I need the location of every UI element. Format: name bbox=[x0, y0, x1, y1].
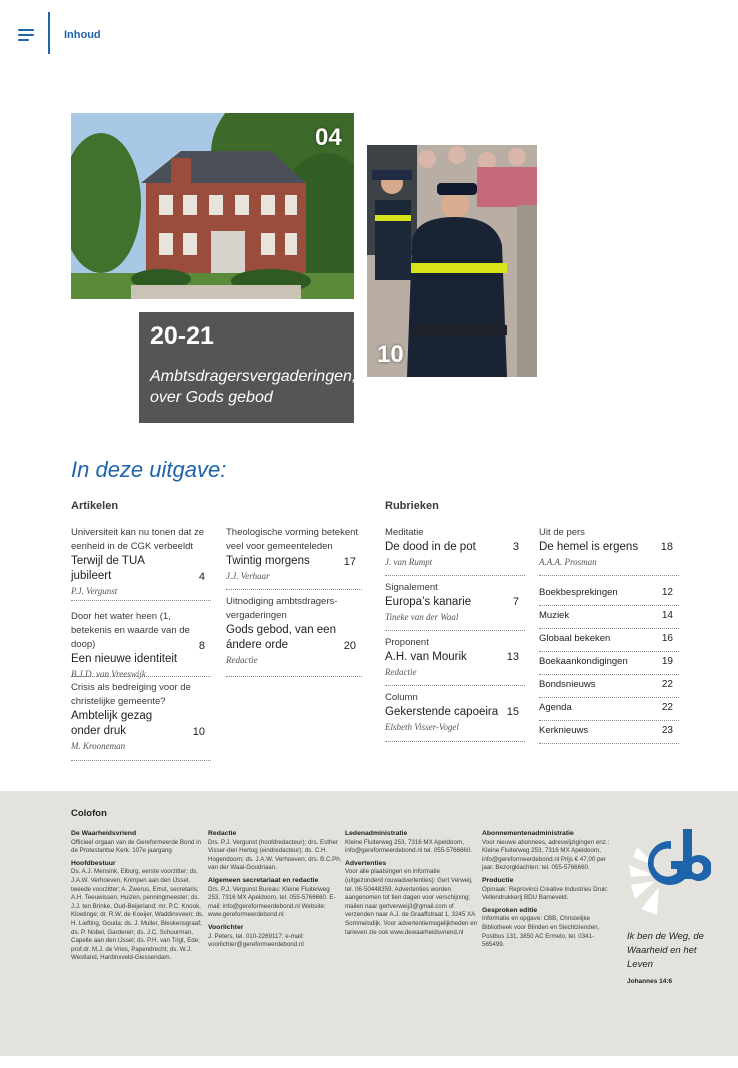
rubric-author: J. van Rumpt bbox=[385, 557, 433, 567]
rubric-page: 22 bbox=[661, 702, 673, 713]
article-author: B.J.D. van Vreeswijk bbox=[71, 669, 146, 679]
house-illustration bbox=[71, 113, 354, 299]
highlight-title: Ambtsdragersvergaderingen, over Gods gebod bbox=[150, 368, 357, 406]
article-title: Twintig morgens bbox=[226, 555, 310, 567]
rubric-row[interactable] bbox=[539, 583, 679, 606]
article-kicker: Universiteit kan nu tonen dat ze eenheid in de CGK verbeeldt bbox=[71, 527, 205, 552]
rubric-page: 23 bbox=[661, 725, 673, 736]
colofon-text: Drs. P.J. Vergunst Bureau: Kleine Fluiterweg 253, 7316 MX Apeldoorn, tel. 055-5766660. E-mail: info@gereformeerdebond.nl Website: www.gereformeerdebond.nl bbox=[208, 885, 336, 919]
highlight-page-number: 20-21 bbox=[150, 322, 214, 350]
colofon-heading: Redactie bbox=[208, 830, 237, 837]
article-entry[interactable] bbox=[71, 681, 211, 761]
rubric-row[interactable] bbox=[539, 606, 679, 629]
rubric-page: 18 bbox=[660, 541, 673, 553]
rubric-kicker: Column bbox=[385, 692, 418, 703]
rubric-label: Globaal bekeken bbox=[539, 633, 611, 644]
colofon-heading: De Waarheidsvriend bbox=[71, 830, 137, 837]
article-page: 20 bbox=[343, 640, 356, 652]
colofon-heading: Voorlichter bbox=[208, 923, 244, 931]
colofon-heading: Advertenties bbox=[345, 859, 387, 867]
rubric-row[interactable] bbox=[539, 721, 679, 744]
article-kicker: Crisis als bedreiging voor de christelijke gemeente? bbox=[71, 682, 191, 707]
rubric-page: 22 bbox=[661, 679, 673, 690]
rubric-author: Redactie bbox=[385, 667, 417, 677]
rubric-row[interactable] bbox=[539, 698, 679, 721]
colofon-text: Voor nieuwe abonnees, adreswijzigingen enz.: Kleine Fluiterweg 253, 7316 MX Apeldoorn, info@gereformeerdebond.nl Prijs € 47,00 per jaar. Bezorgklachten: tel. 055-5766660. bbox=[482, 838, 610, 872]
colofon-heading: Abonnementenadministratie bbox=[482, 830, 574, 837]
rubric-entry[interactable] bbox=[385, 636, 525, 686]
rubric-page: 3 bbox=[512, 541, 519, 553]
rubric-entry[interactable] bbox=[539, 526, 679, 576]
article-entry[interactable] bbox=[71, 526, 211, 601]
rubric-label: Kerknieuws bbox=[539, 725, 589, 736]
rubric-page: 13 bbox=[506, 651, 519, 663]
rubric-page: 7 bbox=[512, 596, 519, 608]
article-title: Een nieuwe identiteit bbox=[71, 653, 178, 665]
colofon-heading: Gesproken editie bbox=[482, 906, 538, 914]
rubric-entry[interactable] bbox=[385, 691, 525, 742]
article-author: Redactie bbox=[226, 655, 258, 665]
article-kicker: Theologische vorming betekent veel voor gemeenteleden bbox=[226, 527, 359, 552]
rubric-label: Muziek bbox=[539, 610, 570, 621]
contents-link[interactable]: Inhoud bbox=[64, 29, 101, 41]
rubric-row[interactable] bbox=[539, 652, 679, 675]
rubric-title: A.H. van Mourik bbox=[385, 651, 467, 663]
header-divider bbox=[48, 12, 50, 54]
article-page: 4 bbox=[198, 571, 205, 583]
colofon-heading: Hoofdbestuur bbox=[71, 859, 116, 867]
rubric-kicker: Signalement bbox=[385, 582, 438, 593]
colofon-heading: Productie bbox=[482, 876, 514, 884]
rubric-page: 14 bbox=[661, 610, 673, 621]
rubric-kicker: Uit de pers bbox=[539, 527, 585, 538]
article-author: J.J. Verhaar bbox=[226, 571, 270, 581]
rubric-author: Tineke van der Waal bbox=[385, 612, 459, 622]
colofon-text: Drs. P.J. Vergunst (hoofdredacteur); drs. Esther Visser-den Hertog (eindredacteur); ds. C.H. Hogendoorn; ds. J.A.W. Verhoeven; drs. B.C.Ph. van der Waal-Goudriaan. bbox=[208, 838, 342, 872]
rubric-label: Agenda bbox=[539, 702, 572, 713]
colofon-text: Informatie en opgave: CBB, Christelijke Bibliotheek voor Blinden en Slechtzienden, Postbus 131, 3850 AC Ermelo, tel. 0341-565499. bbox=[482, 915, 600, 949]
rubric-row[interactable] bbox=[539, 629, 679, 652]
article-title: Terwijl de TUA jubileert bbox=[71, 555, 145, 582]
rubric-title: Europa’s kanarie bbox=[385, 596, 472, 608]
house-photo[interactable] bbox=[71, 113, 354, 299]
colofon-column bbox=[482, 830, 616, 950]
article-kicker: Uitnodiging ambtsdragers-vergaderingen bbox=[226, 596, 338, 621]
rubric-title: Gekerstende capoeira bbox=[385, 706, 499, 718]
rubric-label: Boekbesprekingen bbox=[539, 587, 618, 598]
article-title: Ambtelijk gezag onder druk bbox=[71, 710, 153, 737]
rubric-label: Bondsnieuws bbox=[539, 679, 596, 690]
article-entry[interactable] bbox=[226, 526, 362, 590]
section-title: In deze uitgave: bbox=[71, 457, 227, 482]
gereformeerde-bond-logo-icon bbox=[627, 827, 711, 919]
motto: Ik ben de Weg, de Waarheid en het Leven bbox=[627, 931, 704, 970]
rubric-author: A.A.A. Prosman bbox=[539, 557, 597, 567]
rubric-page: 15 bbox=[506, 706, 519, 718]
article-kicker: Door het water heen (1, betekenis en waarde van de doop) bbox=[71, 611, 190, 650]
colofon-text: J. Peters, tel. 010-2269117; e-mail: voorlichter@gereformeerdebond.nl bbox=[208, 932, 304, 949]
top-bar bbox=[0, 0, 738, 62]
rubric-page: 16 bbox=[661, 633, 673, 644]
rubric-label: Boekaankondigingen bbox=[539, 656, 628, 667]
rubric-title: De dood in de pot bbox=[385, 541, 476, 553]
colofon-column bbox=[71, 830, 205, 963]
article-author: P.J. Vergunst bbox=[71, 586, 118, 596]
article-author: M. Krooneman bbox=[71, 741, 126, 751]
rubric-entry[interactable] bbox=[385, 526, 525, 576]
article-page: 8 bbox=[198, 640, 205, 652]
colofon-text: Opmaak: Reprovinci Creative Industries Druk: Vellendrukkerij BDU Barneveld. bbox=[482, 885, 608, 902]
colofon-text: Kleine Fluiterweg 253, 7316 MX Apeldoorn, info@gereformeerdebond.nl tel. 055-5766660. bbox=[345, 838, 473, 855]
feature-page-number: 04 bbox=[315, 124, 342, 151]
rubric-kicker: Proponent bbox=[385, 637, 429, 648]
colofon-column bbox=[208, 830, 342, 950]
colofon-text: Ds. A.J. Mensink, Elburg, eerste voorzitter; ds. J.A.W. Verhoeven, Krimpen aan den IJssel, tweede voorzitter; A. Zwerus, Emst, secretaris; A.H. Teeuwissen, Huizen, penningmeester; ds. J.J. ten Brinke, Oud-Beijerland; mr. P.C. Knook, Kloetinge; dr. R.W. de Koeijer, Waddinxveen; ds. H. Liefting, Gouda; ds. J. Muller, Bleskensgraaf; ds. P. Nobel, Garderen; ds. J.C. Schuurman, Capelle aan den IJssel; ds. P.H. van Trigt, Ede; prof.dr. M.J. de Vries, Papendrecht; ds. W.J. Westland, Hardinxveld-Giessendam. bbox=[71, 868, 204, 962]
highlight-card[interactable] bbox=[139, 312, 357, 423]
rubric-page: 12 bbox=[661, 587, 673, 598]
rubric-row[interactable] bbox=[539, 675, 679, 698]
colofon-column bbox=[345, 830, 479, 937]
rubric-author: Elsbeth Visser-Vogel bbox=[385, 722, 459, 732]
motto-reference: Johannes 14:6 bbox=[627, 978, 673, 985]
rubric-entry[interactable] bbox=[385, 581, 525, 631]
articles-heading: Artikelen bbox=[71, 500, 119, 512]
colofon-heading: Ledenadministratie bbox=[345, 830, 408, 837]
article-title: Gods gebod, van een ándere orde bbox=[226, 624, 336, 651]
colofon-heading: Algemeen secretariaat en redactie bbox=[208, 876, 319, 884]
feature-page-number: 10 bbox=[377, 341, 404, 368]
hamburger-menu-icon[interactable] bbox=[18, 29, 34, 41]
article-entry[interactable] bbox=[71, 610, 211, 677]
article-page: 17 bbox=[343, 556, 356, 568]
rubric-kicker: Meditatie bbox=[385, 527, 424, 538]
colofon-title: Colofon bbox=[71, 808, 107, 819]
rubric-title: De hemel is ergens bbox=[539, 541, 639, 553]
colofon-text: Voor alle plaatsingen en informatie (uitgezonderd rouwadvertenties): Gert Verweij, tel. 06-50448359. Advertenties worden aangenomen tot tien dagen voor verschijning; mailen naar gertverweij3@gmail.com of verzenden naar A.J. de Graaffstraat 1, 3245 XA Sommelsdijk. Voor advertentiemogelijkheden en tarieven zie ook www.dewaarheidsvriend.nl bbox=[345, 868, 478, 936]
rubric-page: 19 bbox=[661, 656, 673, 667]
colofon-text: Officieel orgaan van de Gereformeerde Bond in de Protestantse Kerk. 107e jaargang bbox=[71, 838, 201, 855]
rubrics-heading: Rubrieken bbox=[385, 500, 439, 512]
police-photo[interactable] bbox=[367, 145, 537, 377]
article-entry[interactable] bbox=[226, 595, 362, 677]
article-page: 10 bbox=[192, 726, 205, 738]
